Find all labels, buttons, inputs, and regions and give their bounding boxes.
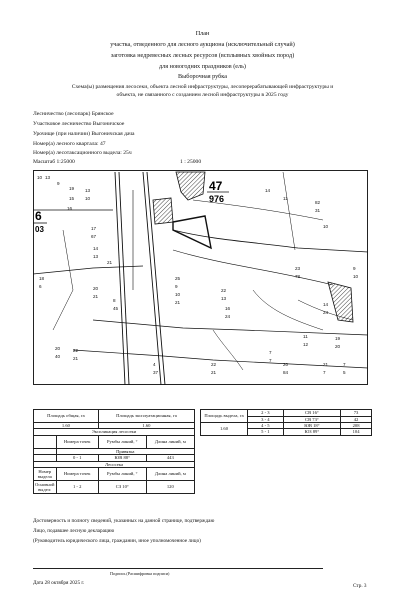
row3-rumb: ЮВ 18° bbox=[283, 423, 340, 429]
explication-table bbox=[33, 409, 195, 494]
quarter-number: 976 bbox=[209, 194, 225, 204]
plan-scheme-line-1: Схема(ы) размещения лесосеки, объекта лесной инфраструктуры, лесоперерабатывающей инфраструктуры и bbox=[71, 84, 334, 90]
plan-title: План bbox=[195, 30, 210, 37]
map-plot-label: 45 bbox=[113, 306, 119, 311]
map-plot-label: 23 bbox=[295, 266, 301, 271]
map-plot-label: 31 bbox=[315, 208, 321, 213]
row4-rumb: ЮЗ 89° bbox=[283, 429, 340, 435]
map-plot-label: 9 bbox=[175, 284, 178, 289]
attest-line-1: Достоверность и полноту сведений, указанных на данной странице, подтверждаю bbox=[33, 518, 215, 524]
declaration-date: Дата 28 октября 2025 г. bbox=[33, 580, 85, 586]
map-plot-label: 84 bbox=[283, 370, 289, 375]
map-plot-label: 67 bbox=[91, 234, 97, 239]
scale-value: 1 : 25000 bbox=[180, 159, 202, 165]
map-plot-label: 82 bbox=[315, 200, 321, 205]
forest-map bbox=[33, 170, 368, 385]
map-drawing bbox=[33, 170, 368, 385]
row1-length: 73 bbox=[341, 410, 372, 417]
plot-length: 120 bbox=[146, 481, 194, 494]
row2-points: 3 - 4 bbox=[248, 416, 284, 423]
map-plot-label: 21 bbox=[73, 356, 79, 361]
map-plot-label: 7 bbox=[269, 358, 272, 363]
plan-subtitle-2: заготовка недревесных лесных ресурсов (всплывных хвойных пород) bbox=[110, 52, 295, 59]
col-points: Номера точек bbox=[56, 435, 98, 448]
map-plot-label: 20 bbox=[283, 362, 289, 367]
link-length: 443 bbox=[146, 455, 194, 461]
col-length: Длина линий, м bbox=[146, 435, 194, 448]
map-plot-label: 21 bbox=[175, 300, 181, 305]
map-plot-label: 14 bbox=[93, 246, 99, 251]
col-rumb-2: Румбы линий, ° bbox=[98, 468, 146, 481]
signature-line bbox=[33, 568, 323, 569]
col-rumb: Румбы линий, ° bbox=[98, 435, 146, 448]
row3-length: 208 bbox=[341, 423, 372, 429]
area-exploit-value: 1.60 bbox=[98, 423, 194, 429]
map-plot-label: 20 bbox=[335, 344, 341, 349]
map-plot-label: 7 bbox=[343, 362, 346, 367]
map-plot-label: 11 bbox=[303, 334, 308, 339]
expl-table-wrap bbox=[33, 409, 195, 494]
col-points-2: Номера точек bbox=[56, 468, 98, 481]
map-plot-label: 21 bbox=[107, 260, 113, 265]
map-plot-label: 20 bbox=[93, 286, 99, 291]
row2-length: 42 bbox=[341, 416, 372, 423]
right-area-header: Площадь выдела, га bbox=[201, 410, 248, 423]
scale-field: Масштаб 1:25000 bbox=[33, 159, 75, 165]
map-plot-label: 7 bbox=[323, 370, 326, 375]
map-plot-label: 11 bbox=[283, 196, 288, 201]
map-plot-label: 15 bbox=[69, 196, 75, 201]
map-plot-label: 21 bbox=[93, 294, 99, 299]
map-plot-label: 24 bbox=[323, 310, 329, 315]
map-plot-label: 25 bbox=[175, 276, 181, 281]
map-plot-label: 22 bbox=[221, 288, 227, 293]
row1-points: 2 - 3 bbox=[248, 410, 284, 417]
row2-rumb: СВ 73° bbox=[283, 416, 340, 423]
map-plot-label: 5 bbox=[343, 370, 346, 375]
map-plot-label: 20 bbox=[55, 346, 61, 351]
map-plot-label: 7 bbox=[269, 350, 272, 355]
map-plot-label: 12 bbox=[303, 342, 309, 347]
signature-caption: Подпись (Расшифровка подписи) bbox=[110, 571, 170, 576]
map-plot-label: 9 bbox=[57, 181, 60, 186]
map-plot-label: 37 bbox=[153, 370, 159, 375]
main-plot-label: Основной выдел: bbox=[35, 481, 55, 493]
col-length-2: Длина линий, м bbox=[146, 468, 194, 481]
area-exploit-header: Площадь эксплуатационная, га bbox=[98, 410, 194, 423]
map-plot-label: 22 bbox=[211, 362, 217, 367]
map-plot-label: 13 bbox=[85, 188, 91, 193]
plan-subtitle-1: участка, отведенного для лесного аукциона (исключительный случай) bbox=[110, 41, 295, 48]
quarter-field: Номер(а) лесного квартала: 47 bbox=[33, 141, 106, 147]
map-plot-label: 17 bbox=[91, 226, 97, 231]
quarter-label: 47 bbox=[209, 179, 223, 193]
forestry-field: Лесничество (лесопарк) Брянское bbox=[33, 111, 114, 117]
map-plot-label: 21 bbox=[211, 370, 217, 375]
map-plot-label: 21 bbox=[323, 362, 329, 367]
map-plot-label: 16 bbox=[225, 306, 231, 311]
map-plot-label: 19 bbox=[335, 336, 341, 341]
map-plot-label: 10 bbox=[85, 196, 91, 201]
map-plot-label: 78 bbox=[295, 274, 301, 279]
tract-field: Урочище (при наличии) Выгоничская дача bbox=[33, 131, 135, 137]
map-plot-label: 10 bbox=[353, 274, 359, 279]
neighbor-quarter-number: 03 bbox=[35, 225, 44, 234]
map-plot-label: 16 bbox=[67, 206, 73, 211]
map-plot-label: 18 bbox=[39, 276, 45, 281]
map-plot-label: 6 bbox=[39, 284, 42, 289]
col-main-plot: Номер выдела bbox=[34, 468, 57, 481]
map-plot-label: 13 bbox=[93, 254, 99, 259]
map-plot-label: 4 bbox=[153, 362, 156, 367]
map-plot-label: 10 bbox=[175, 292, 181, 297]
map-plot-label: 19 bbox=[69, 186, 75, 191]
map-plot-label: 14 bbox=[265, 188, 271, 193]
link-points: 0 - 1 bbox=[56, 455, 98, 461]
district-field: Участковое лесничество Выгоничское bbox=[33, 121, 125, 127]
right-table-wrap bbox=[200, 409, 372, 436]
row4-length: 104 bbox=[341, 429, 372, 435]
map-plot-label: 13 bbox=[221, 296, 227, 301]
points-table bbox=[200, 409, 372, 436]
map-plot-label: 40 bbox=[55, 354, 61, 359]
plan-cut-type: Выборочная рубка bbox=[178, 73, 227, 80]
plot-points: 1 - 2 bbox=[56, 481, 98, 494]
map-plot-label: 24 bbox=[225, 314, 231, 319]
linking-section: Привязка bbox=[56, 448, 195, 454]
row1-rumb: СВ 16° bbox=[283, 410, 340, 417]
plot-field: Номер(а) лесотаксационного выдела: 25ч bbox=[33, 150, 132, 156]
map-plot-label: 8 bbox=[113, 298, 116, 303]
attest-line-2: Лицо, подавшее лесную декларацию bbox=[33, 528, 115, 534]
map-plot-label: 13 bbox=[45, 175, 51, 180]
map-plot-label: 10 bbox=[323, 224, 329, 229]
map-plot-label: 10 bbox=[37, 175, 43, 180]
row4-points: 5 - 1 bbox=[248, 429, 284, 435]
plan-subtitle-3: для новогодних праздников (ель) bbox=[158, 63, 246, 70]
row3-points: 4 - 5 bbox=[248, 423, 284, 429]
page-number: Стр. 3 bbox=[353, 583, 367, 589]
right-area-value: 1.60 bbox=[201, 423, 248, 436]
area-total-value: 1.60 bbox=[34, 423, 99, 429]
link-rumb: ЮВ 88° bbox=[98, 455, 146, 461]
plan-scheme-line-2: объекта, не связанного с созданием лесной инфраструктуры в 2025 году bbox=[116, 92, 289, 98]
explication-header: Экспликация лесосеки bbox=[34, 429, 195, 435]
plot-rumb: СЗ 10° bbox=[98, 481, 146, 494]
area-total-header: Площадь общая, га bbox=[34, 410, 99, 423]
map-plot-label: 14 bbox=[323, 302, 329, 307]
map-plot-label: 9 bbox=[353, 266, 356, 271]
neighbor-quarter-label: 6 bbox=[35, 209, 42, 223]
plot-section: Лесосека bbox=[34, 461, 195, 467]
attest-line-3: (Руководитель юридического лица, гражданин, иное уполномоченное лицо) bbox=[33, 538, 201, 544]
map-plot-label: 22 bbox=[73, 348, 79, 353]
